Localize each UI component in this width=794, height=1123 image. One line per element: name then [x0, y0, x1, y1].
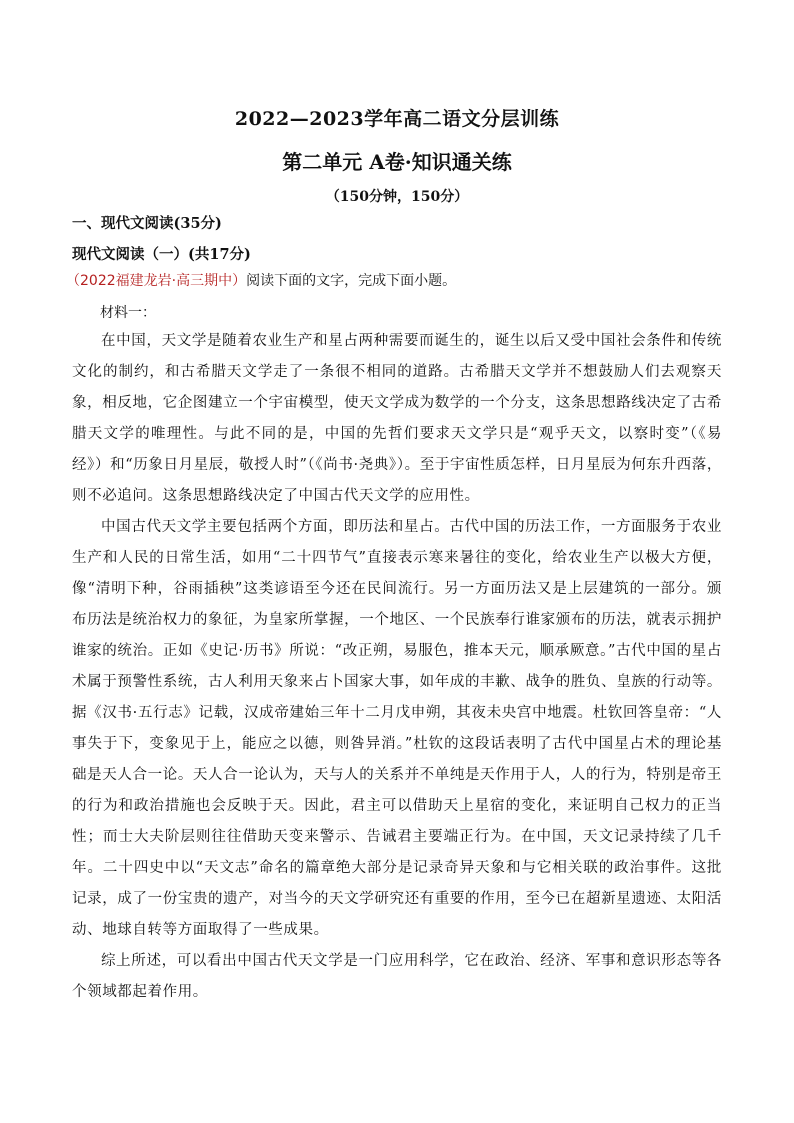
time-score-note: （150分钟，150分） [325, 189, 469, 205]
passage-body [72, 326, 722, 1008]
question-source: （2022福建龙岩·高三期中） [66, 273, 247, 289]
paragraph-2: 中国古代天文学主要包括两个方面，即历法和星占。古代中国的历法工作，一方面服务于农业生产和人民的日常生活，如用“二十四节气”直接表示寒来暑往的变化，给农业生产以极大方便，像“清明下种，谷雨插秧”这类谚语至今还在民间流行。另一方面历法又是上层建筑的一部分。颁布历法是统治权力的象征，为皇家所掌握，一个地区、一个民族奉行谁家颁布的历法，就表示拥护谁家的统治。正如《史记·历书》所说：“改正朔，易服色，推本天元，顺承厥意。”古代中国的星占术属于预警性系统，古人利用天象来占卜国家大事，如年成的丰歉、战争的胜负、皇族的行动等。据《汉书·五行志》记载，汉成帝建始三年十二月戊申朔，其夜未央宫中地震。杜钦回答皇帝：“人事失于下，变象见于上，能应之以德，则咎异消。”杜钦的这段话表明了古代中国星占术的理论基础是天人合一论。天人合一论认为，天与人的关系并不单纯是天作用于人，人的行为，特别是帝王的行为和政治措施也会反映于天。因此，君主可以借助天上星宿的变化，来证明自己权力的正当性；而士大夫阶层则往往借助天变来警示、告诫君主要端正行为。在中国，天文记录持续了几千年。二十四史中以“天文志”命名的篇章绝大部分是记录奇异天象和与它相关联的政治事件。这批记录，成了一份宝贵的遗产，对当今的天文学研究还有重要的作用，至今已在超新星遗迹、太阳活动、地球自转等方面取得了一些成果。 [72, 519, 722, 938]
material-label: 材料一： [100, 305, 156, 321]
paragraph-1: 在中国，天文学是随着农业生产和星占两种需要而诞生的，诞生以后又受中国社会条件和传统文化的制约，和古希腊天文学走了一条很不相同的道路。古希腊天文学并不想鼓励人们去观察天象，相反地，它企图建立一个宇宙模型，使天文学成为数学的一个分支，这条思想路线决定了古希腊天文学的唯理性。与此不同的是，中国的先哲们要求天文学只是“观乎天文，以察时变”（《易经》）和“历象日月星辰，敬授人时”（《尚书·尧典》）。至于宇宙性质怎样，日月星辰为何东升西落，则不必追问。这条思想路线决定了中国古代天文学的应用性。 [72, 333, 722, 504]
section-heading: 一、现代文阅读(35分) [72, 215, 222, 232]
paragraph-3: 综上所述，可以看出中国古代天文学是一门应用科学，它在政治、经济、军事和意识形态等各个领域都起着作用。 [72, 953, 722, 1000]
question-instruction [66, 270, 456, 290]
instruction-text: 阅读下面的文字，完成下面小题。 [246, 273, 457, 289]
document-subtitle: 第二单元 A卷·知识通关练 [282, 150, 512, 174]
section-subheading: 现代文阅读（一）(共17分) [72, 246, 251, 263]
document-title: 2022—2023学年高二语文分层训练 [234, 108, 560, 130]
